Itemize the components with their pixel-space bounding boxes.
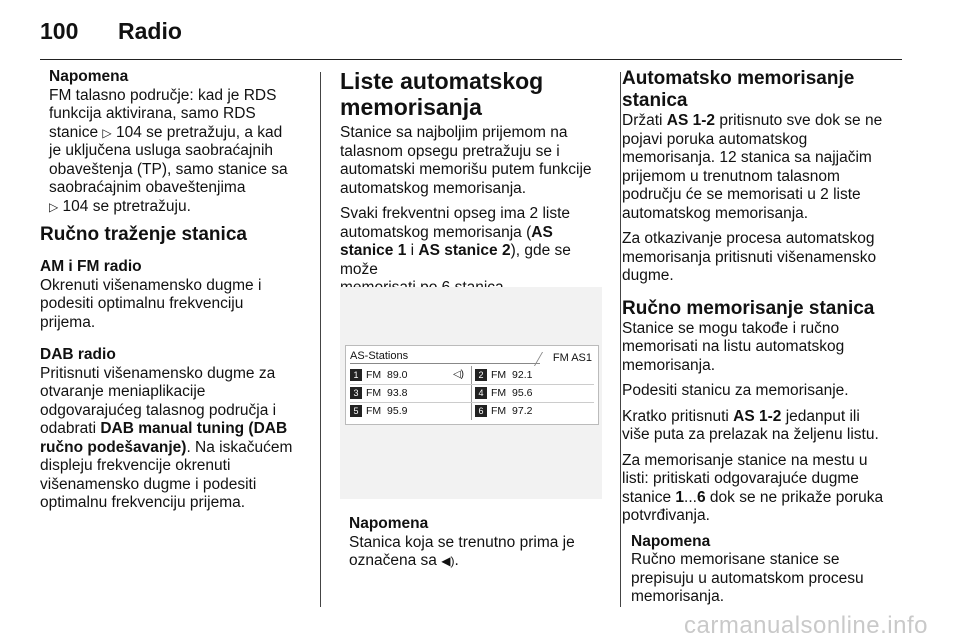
- text-line: saobraćajnim obaveštenjima: [49, 179, 246, 196]
- subheading: DAB radio: [40, 346, 116, 363]
- radio-display-illustration: [340, 287, 602, 499]
- section-heading: Ručno memorisanje stanica: [622, 297, 875, 319]
- note-block: Napomena Stanica koja se trenutno prima je označena sa ◀).: [349, 515, 599, 571]
- speaker-icon: ◁): [452, 369, 464, 380]
- column-left: [40, 68, 302, 513]
- paragraph: Stanice se mogu takođe i ručno memorisati na listu automatskog memorisanja.: [622, 319, 845, 374]
- page-ref-arrow-icon[interactable]: ▷: [49, 199, 59, 214]
- section-heading: Liste automatskog memorisanja: [340, 68, 544, 120]
- page-title: Radio: [118, 18, 182, 44]
- text-line: stanice ▷ 104 se pretražuju, a kad: [49, 123, 283, 141]
- section-heading: Automatsko memorisanje stanica: [622, 68, 855, 111]
- column-divider: [320, 72, 321, 607]
- text-line: je uključena usluga saobraćajnih: [49, 142, 274, 159]
- text-line: odabrati DAB manual tuning (DAB: [40, 420, 288, 437]
- band-label: FM AS1: [552, 352, 592, 364]
- text-line: Okrenuti višenamensko dugme i: [40, 276, 262, 294]
- note-heading: Napomena: [631, 532, 711, 550]
- paragraph: Držati AS 1-2 pritisnuto sve dok se ne pojavi poruka automatskog memorisanja. 12 stanica sa najjačim prijemom u trenutnom talasnom području će se memorisati u 2 liste automatskog memorisanja.: [622, 112, 883, 222]
- subheading: AM i FM radio: [40, 258, 142, 275]
- header-rule: [40, 59, 902, 60]
- text-line: ručno podešavanje). Na iskačućem: [40, 438, 293, 456]
- as-stations-panel: [345, 345, 599, 425]
- text-line: odgovarajućeg talasnog područja i: [40, 401, 277, 419]
- text-line: obaveštenja (TP), samo stanice sa: [49, 160, 288, 178]
- section-heading: Ručno traženje stanica: [40, 224, 247, 245]
- paragraph: Kratko pritisnuti AS 1-2 jedanput ili više puta za prelazak na željenu listu.: [622, 407, 879, 443]
- text-line: višenamensko dugme i podesiti: [40, 475, 257, 493]
- paragraph: Za memorisanje stanice na mestu u listi: pritiskati odgovarajuće dugme stanice 1...6 dok se ne prikaže poruka potvrđivanja.: [622, 451, 884, 524]
- station-preset-6: 6 FM 97.2: [475, 403, 595, 419]
- text-line: Pritisnuti višenamensko dugme za: [40, 364, 276, 382]
- note-block: [40, 68, 302, 216]
- note-block: Napomena Ručno memorisane stanice se prepisuju u automatskom procesu memorisanja.: [622, 533, 904, 607]
- page-number: 100: [40, 18, 79, 44]
- text-line: displeju frekvencije okrenuti: [40, 457, 231, 474]
- note-heading: Napomena: [349, 515, 429, 532]
- station-preset-5: 5 FM 95.9: [350, 403, 470, 419]
- page-ref-arrow-icon[interactable]: ▷: [102, 125, 112, 140]
- station-preset-1: 1 FM 89.0 ◁): [350, 367, 470, 383]
- text-line: prijema.: [40, 313, 96, 331]
- note-heading: Napomena: [49, 68, 129, 85]
- speaker-icon: ◀): [441, 554, 455, 568]
- text-line: ▷ 104 se ptretražuju.: [49, 197, 191, 215]
- station-preset-4: 4 FM 95.6: [475, 385, 595, 401]
- text-line: FM talasno područje: kad je RDS: [49, 86, 277, 104]
- text-line: optimalnu frekvenciju prijema.: [40, 494, 246, 511]
- station-preset-2: 2 FM 92.1: [475, 367, 595, 383]
- watermark: carmanualsonline.info: [684, 612, 928, 639]
- paragraph: Stanice sa najboljim prijemom na talasnom opsegu pretražuju se i automatski memorišu putem funkcije automatskog memorisanja.: [340, 124, 592, 197]
- paragraph: Svaki frekventni opseg ima 2 liste automatskog memorisanja (AS stanice 1 i AS stanice 2), gde se može: [340, 205, 571, 278]
- station-grid: [350, 366, 594, 420]
- column-middle: [340, 68, 602, 305]
- station-preset-3: 3 FM 93.8: [350, 385, 470, 401]
- text-line: podesiti optimalnu frekvenciju: [40, 295, 244, 312]
- page-header: [0, 0, 960, 60]
- column-divider: [620, 72, 621, 607]
- column-right: [622, 68, 904, 614]
- text-line: funkcija aktivirana, samo RDS: [49, 105, 256, 122]
- paragraph: Podesiti stanicu za memorisanje.: [622, 382, 849, 399]
- panel-title: AS-Stations: [350, 350, 409, 362]
- paragraph: Za otkazivanje procesa automatskog memorisanja pritisnuti višenamensko dugme.: [622, 230, 877, 284]
- text-line: otvaranje meniaplikacije: [40, 383, 206, 400]
